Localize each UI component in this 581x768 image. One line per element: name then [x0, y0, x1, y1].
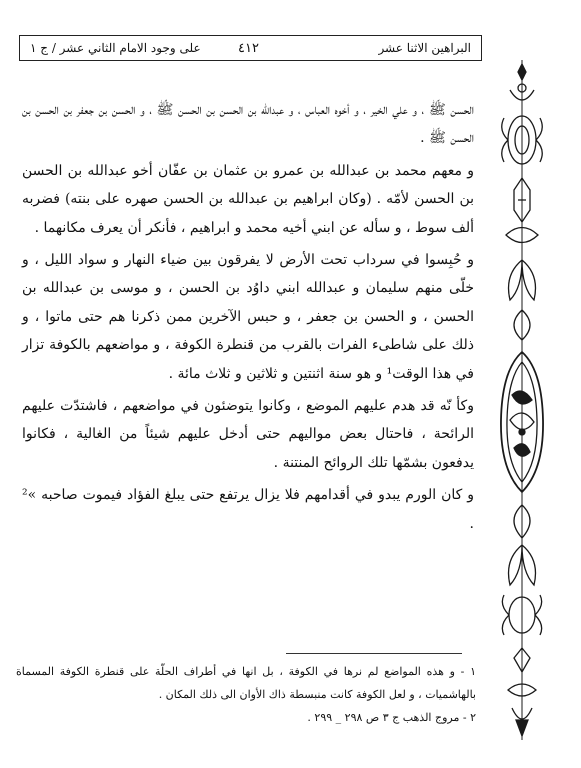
header-page-number: ٤١٢	[238, 41, 259, 56]
header-book-title: البراهين الاثنا عشر	[378, 41, 471, 55]
footnotes	[16, 660, 476, 729]
footnote-separator	[286, 653, 462, 654]
header-chapter: على وجود الامام الثاني عشر / ج ١	[30, 41, 201, 55]
paragraph: الحسن ﷺ ، و علي الخير ، و أخوه العباس ، و عبدالله بن الحسن بن الحسن ﷺ ، و الحسن بن جعفر بن الحسن بن الحسن ﷺ .	[22, 102, 474, 147]
main-text	[22, 96, 474, 538]
footnote: ٢ - مروج الذهب ج ٣ ص ٢٩٨ _ ٢٩٩ .	[307, 711, 476, 724]
paragraph: و معهم محمد بن عبدالله بن عمرو بن عثمان بن عفّان أخو عبدالله بن الحسن بن الحسن لأمّه . (وكان ابراهيم بن عبدالله بن الحسن صهره على بنته) فضربه ألف سوط ، و سأله عن ابني أخيه محمد و ابراهيم ، فأنكر أن يعرف مكانهما .	[22, 162, 474, 236]
running-header	[19, 35, 482, 61]
paragraph: و كان الورم يبدو في أقدامهم فلا يزال يرتفع حتى يبلغ الفؤاد فيموت صاحبه »² .	[22, 487, 474, 532]
paragraph: وكأ نّه قد هدم عليهم الموضع ، وكانوا يتوضئون في مواضعهم ، فاشتدّت عليهم الرائحة ، فاحتال بعض مواليهم حتى أدخل عليهم شيئاً من الغالية ، فكانوا يدفعون بشمّها تلك الروائح المنتنة .	[22, 398, 474, 471]
paragraph: و حُبِسوا في سرداب تحت الأرض لا يفرقون بين ضياء النهار و سواد الليل ، و خلّى منهم سليمان و عبدالله ابني داوُد بن الحسن ، و موسى بن عبدالله بن الحسن ، و الحسن بن جعفر ، و حبس الآخرين ممن ذكرنا هم حتى ماتوا ، و ذلك على شاطىء الفرات بالقرب من قنطرة الكوفة ، و مواضعهم بالكوفة تزار في هذا الوقت¹ و هو سنة اثنتين و ثلاثين و ثلاث مائة .	[22, 252, 474, 382]
arabesque-vertical-ornament-icon	[496, 60, 548, 740]
footnote: ١ - و هذه المواضع لم نرها في الكوفة ، بل انها في أطراف الحلّة على قنطرة الكوفة المسماة بالهاشميات ، و لعل الكوفة كانت منبسطة ذاك الأوان الى ذلك المكان .	[16, 665, 476, 701]
